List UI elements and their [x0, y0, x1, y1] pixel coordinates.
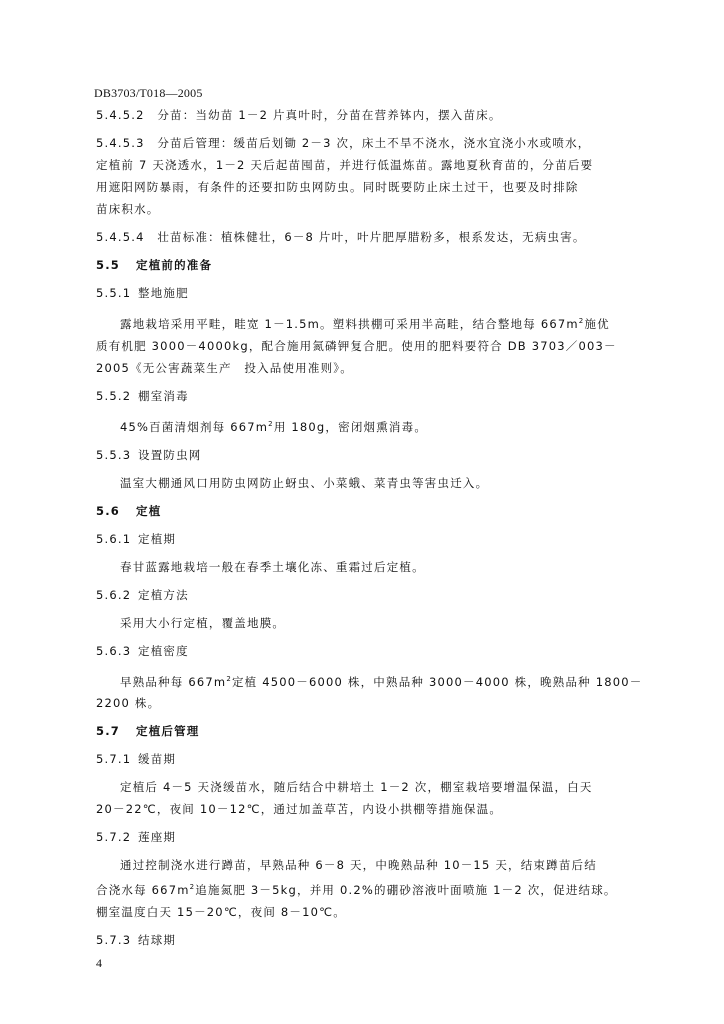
section-title: 缓苗期	[138, 752, 177, 767]
subsection-heading-5-6-3	[96, 640, 654, 662]
subsection-heading-5-5-3	[96, 444, 654, 466]
section-number: 5.6.2	[96, 587, 132, 602]
page-number: 4	[96, 956, 102, 970]
paragraph-5-7-1	[96, 776, 654, 820]
clause-number: 5.4.5.3	[96, 136, 145, 150]
superscript: 2	[189, 883, 196, 892]
clause-text: 壮苗标准：植株健壮，6－8 片叶，叶片肥厚腊粉多，根系发达，无病虫害。	[157, 230, 586, 244]
paragraph-5-5-3: 温室大棚通风口用防虫网防止蚜虫、小菜蛾、菜青虫等害虫迁入。	[120, 475, 489, 490]
clause-text: 定植前 7 天浇透水，1－2 天后起苗囤苗，并进行低温炼苗。露地夏秋育苗的，分苗后要	[96, 158, 594, 172]
subsection-heading-5-7-3	[96, 929, 654, 951]
section-number: 5.6	[96, 503, 120, 518]
paragraph-5-6-1: 春甘蓝露地栽培一般在春季土壤化冻、重霜过后定植。	[120, 559, 425, 574]
section-heading-5-6	[96, 500, 654, 522]
section-title: 定植方法	[138, 587, 189, 602]
section-number: 5.7.1	[96, 752, 132, 767]
section-number: 5.6.1	[96, 531, 132, 546]
superscript: 2	[578, 317, 585, 325]
clause-text: 分苗：当幼苗 1－2 片真叶时，分苗在营养钵内，摆入苗床。	[157, 108, 502, 122]
paragraph-line: 2200 株。	[96, 696, 161, 711]
paragraph-5-5-2: 45%百菌清烟剂每 $667m^2$用 180g，密闭烟熏消毒。	[120, 419, 428, 434]
paragraph-line: 定植后 4－5 天浇缓苗水，随后结合中耕培土 1－2 次，棚室栽培要增温保温，白天	[120, 780, 593, 795]
section-title: 棚室消毒	[138, 388, 189, 403]
section-number: 5.7	[96, 724, 120, 739]
section-number: 5.5.2	[96, 388, 132, 403]
paragraph-5-7-2: 通过控制浇水进行蹲苗，早熟品种 6－8 天，中晚熟品种 10－15 天，结束蹲苗后结 合浇水每 $667m^2$追施氮肥 3－5kg，并用 0.2%的硼砂溶液叶面喷施 1－2 次，促进结球。 棚室温度白天 15－20℃，夜间 8－10℃。	[96, 854, 654, 923]
section-number: 5.5	[96, 258, 120, 272]
paragraph-line: 2005《无公害蔬菜生产 投入品使用准则》。	[96, 360, 353, 375]
paragraph-5-6-2: 采用大小行定植，覆盖地膜。	[120, 615, 286, 630]
clause-text: 苗床积水。	[96, 202, 160, 216]
clause-5-4-5-3	[96, 132, 654, 220]
section-number: 5.7.2	[96, 830, 132, 845]
section-title: 定植后管理	[136, 724, 200, 739]
subsection-heading-5-6-2	[96, 584, 654, 606]
document-code: DB3703/T018—2005	[94, 86, 203, 100]
subsection-heading-5-7-1	[96, 748, 654, 770]
section-number: 5.6.3	[96, 643, 132, 658]
paragraph-5-5-1: 露地栽培采用平畦，畦宽 1－1.5m。塑料拱棚可采用半高畦，结合整地每 $667m^2$施优 质有机肥 3000－4000kg，配合施用氮磷钾复合肥。使用的肥料要符合 DB 3703／003－ 2005《无公害蔬菜生产 投入品使用准则》。	[96, 310, 654, 379]
subsection-heading-5-6-1	[96, 528, 654, 550]
section-title: 设置防虫网	[138, 447, 202, 462]
subsection-heading-5-5-2	[96, 385, 654, 407]
section-title: 定植期	[138, 531, 177, 546]
section-number: 5.5.3	[96, 447, 132, 462]
section-title: 整地施肥	[138, 286, 189, 300]
section-title: 定植前的准备	[136, 258, 213, 272]
superscript: 2	[226, 674, 232, 683]
section-heading-5-5	[96, 254, 654, 276]
paragraph-5-6-3: 早熟品种每 $667m^2$定植 4500－6000 株，中熟品种 3000－4000 株，晚熟品种 1800－ 2200 株。	[96, 668, 654, 715]
section-title: 结球期	[138, 933, 177, 948]
paragraph-line: 棚室温度白天 15－20℃，夜间 8－10℃。	[96, 905, 346, 920]
section-number: 5.7.3	[96, 933, 132, 948]
subsection-heading-5-7-2	[96, 826, 654, 848]
clause-text: 分苗后管理：缓苗后划锄 2－3 次，床土不旱不浇水，浇水宜浇小水或喷水，	[157, 136, 591, 150]
clause-5-4-5-4	[96, 226, 654, 248]
subsection-heading-5-5-1	[96, 282, 654, 304]
superscript: 2	[268, 419, 274, 428]
section-title: 定植密度	[138, 643, 189, 658]
clause-text: 用遮阳网防暴雨，有条件的还要扣防虫网防虫。同时既要防止床土过干，也要及时排除	[96, 180, 579, 194]
section-title: 莲座期	[138, 830, 177, 845]
paragraph-line: 质有机肥 3000－4000kg，配合施用氮磷钾复合肥。使用的肥料要符合 DB 3703／003－	[96, 338, 617, 353]
paragraph-line: 通过控制浇水进行蹲苗，早熟品种 6－8 天，中晚熟品种 10－15 天，结束蹲苗后结	[120, 858, 597, 873]
clause-number: 5.4.5.4	[96, 230, 145, 244]
document-body	[96, 104, 654, 951]
section-number: 5.5.1	[96, 286, 132, 300]
paragraph-line: 20－22℃，夜间 10－12℃，通过加盖草苫，内设小拱棚等措施保温。	[96, 802, 503, 817]
clause-number: 5.4.5.2	[96, 108, 145, 122]
section-heading-5-7	[96, 720, 654, 742]
clause-5-4-5-2	[96, 104, 654, 126]
section-title: 定植	[136, 503, 162, 518]
